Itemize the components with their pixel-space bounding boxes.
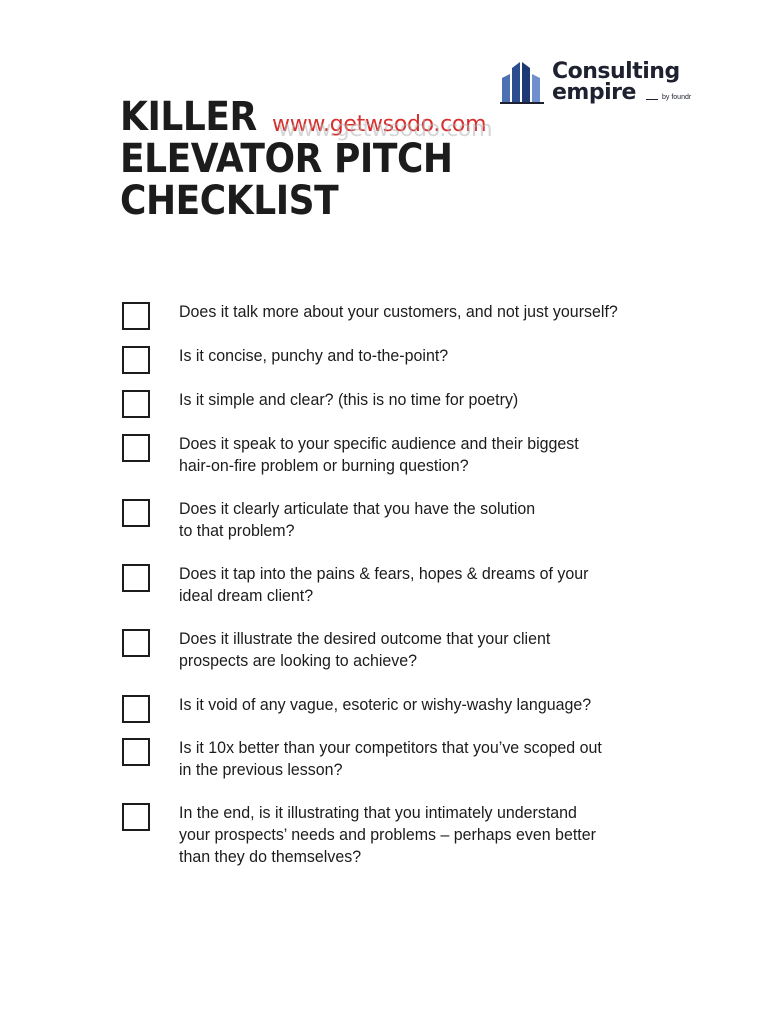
- text-line: Does it clearly articulate that you have the solution: [179, 499, 536, 518]
- text-line: Does it speak to your specific audience and their biggest: [179, 434, 579, 453]
- text-line: Is it simple and clear? (this is no time for poetry): [179, 390, 519, 409]
- watermark-url: www.getwsodo.com www.getwsodo.com: [272, 112, 486, 137]
- checkbox[interactable]: [122, 302, 150, 330]
- checklist-item-text: [179, 802, 649, 868]
- checkbox[interactable]: [122, 629, 150, 657]
- title-line: ELEVATOR PITCH: [120, 136, 453, 182]
- checklist-item-text: [179, 433, 649, 477]
- checkbox[interactable]: [122, 803, 150, 831]
- text-line: In the end, is it illustrating that you intimately understand: [179, 803, 577, 822]
- text-line: Is it 10x better than your competitors that you’ve scoped out: [179, 738, 602, 757]
- checklist-item-text: [179, 628, 649, 672]
- checklist-item-text: [179, 737, 649, 781]
- checkbox[interactable]: [122, 695, 150, 723]
- text-line: in the previous lesson?: [179, 760, 343, 779]
- checkbox[interactable]: [122, 499, 150, 527]
- checklist-item-text: [179, 389, 649, 411]
- checkbox[interactable]: [122, 346, 150, 374]
- checkbox[interactable]: [122, 390, 150, 418]
- text-line: hair-on-fire problem or burning question?: [179, 456, 469, 475]
- checklist-item-text: [179, 301, 649, 323]
- text-line: Does it illustrate the desired outcome that your client: [179, 629, 551, 648]
- text-line: Is it void of any vague, esoteric or wishy-washy language?: [179, 695, 592, 714]
- checkbox[interactable]: [122, 564, 150, 592]
- text-line: prospects are looking to achieve?: [179, 651, 418, 670]
- checklist-item-text: [179, 345, 649, 367]
- logo-byline: by foundr: [662, 94, 692, 101]
- checklist-item-text: [179, 694, 649, 716]
- title-line: KILLER: [120, 94, 257, 140]
- text-line: Does it talk more about your customers, and not just yourself?: [179, 302, 618, 321]
- text-line: your prospects’ needs and problems – perhaps even better: [179, 825, 596, 844]
- logo-text: empire: [552, 80, 636, 105]
- text-line: ideal dream client?: [179, 586, 314, 605]
- checklist-item-text: [179, 498, 649, 542]
- logo-text: Consulting: [552, 59, 680, 84]
- text-line: Is it concise, punchy and to-the-point?: [179, 346, 449, 365]
- checklist-item-text: [179, 563, 649, 607]
- text-line: to that problem?: [179, 521, 295, 540]
- checkbox[interactable]: [122, 738, 150, 766]
- checkbox[interactable]: [122, 434, 150, 462]
- text-line: Does it tap into the pains & fears, hopes & dreams of your: [179, 564, 589, 583]
- text-line: than they do themselves?: [179, 847, 362, 866]
- title-line: CHECKLIST: [120, 178, 339, 224]
